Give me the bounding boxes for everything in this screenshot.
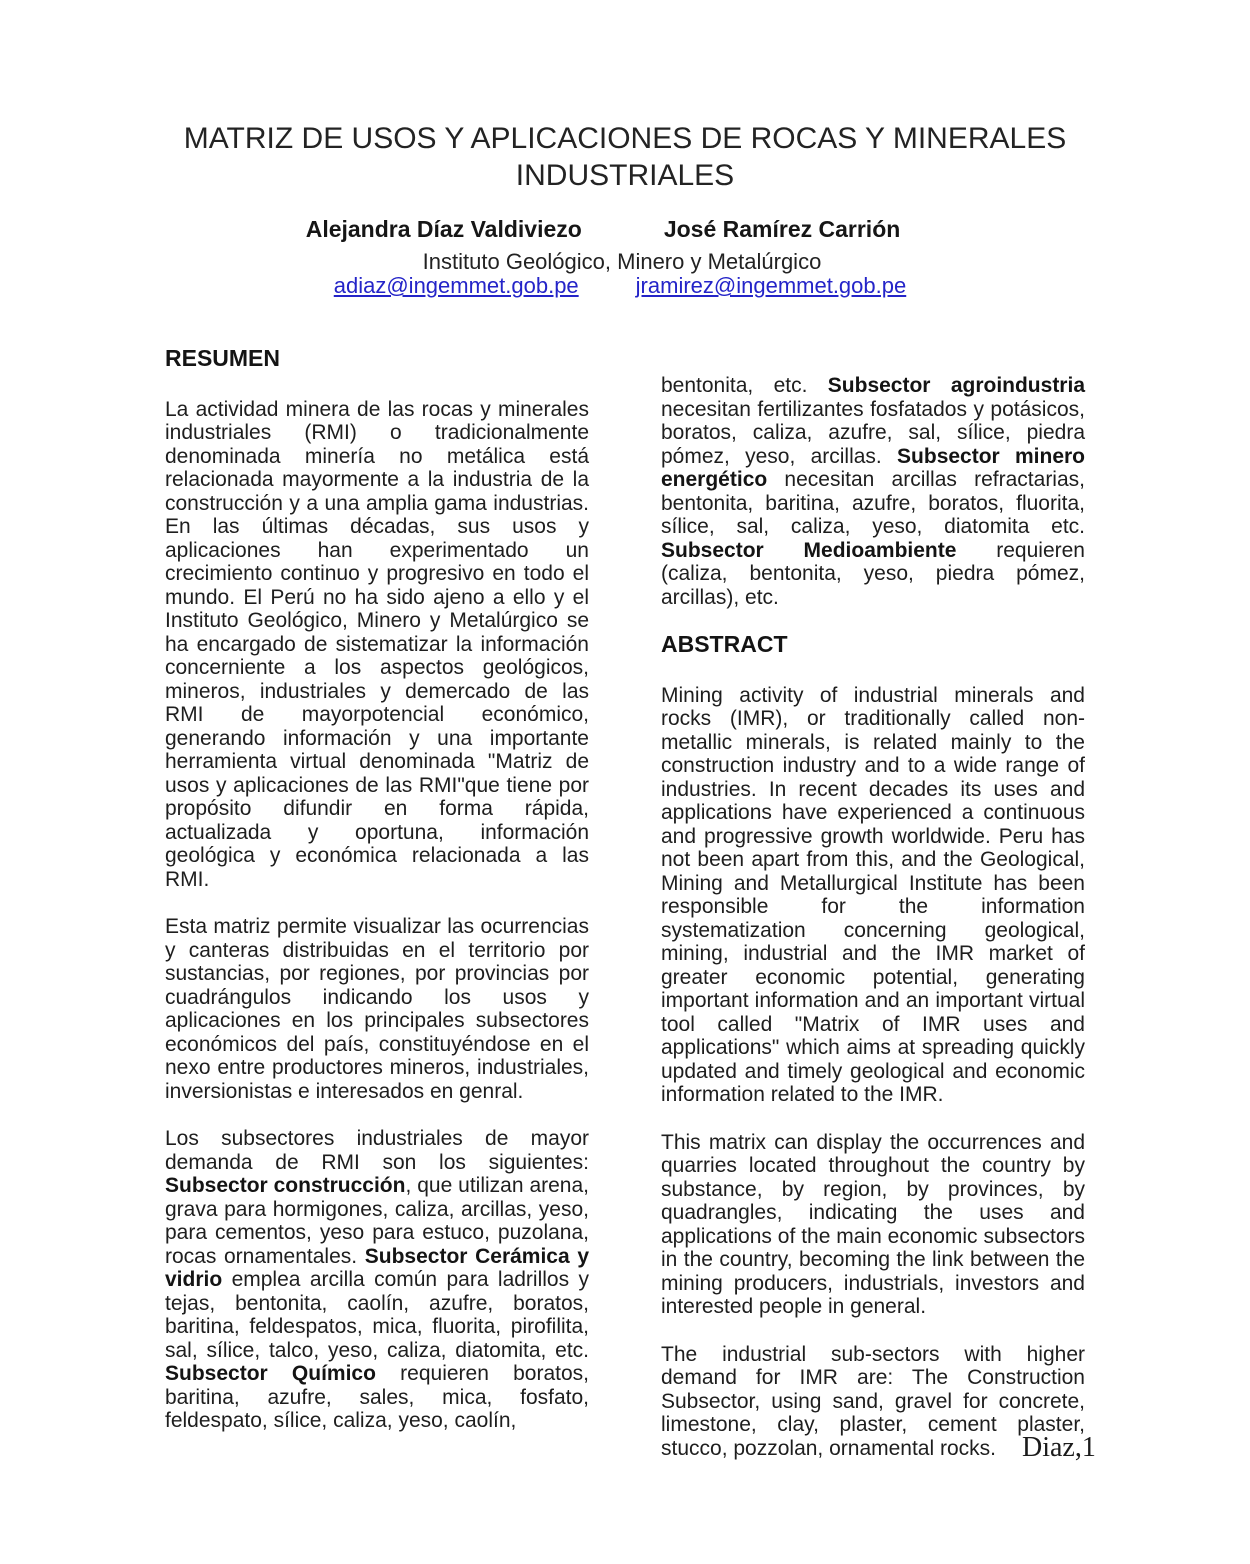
abstract-paragraph-3: The industrial sub-sectors with higher demand for IMR are: The Construction Subsector, using sand, gravel for concrete, limestone, clay, plaster, cement plaster, stucco, pozzolan, ornamental rocks. (661, 1342, 1085, 1460)
author-name-1: Alejandra Díaz Valdiviezo (305, 216, 582, 242)
resumen-paragraph-3: Los subsectores industriales de mayor demanda de RMI son los siguientes: Subsector construcción, que utilizan arena, grava para hormigones, caliza, arcillas, yeso, para cementos, yeso para estuco, puzolana, rocas ornamentales. Subsector Cerámica y vidrio emplea arcilla común para ladrillos y tejas, bentonita, caolín, azufre, boratos, baritina, feldespatos, mica, fluorita, pirofilita, sal, sílice, talco, yeso, caliza, diatomita, etc. Subsector Químico requieren boratos, baritina, azufre, sales, mica, fosfato, feldespato, sílice, caliza, yeso, caolín, (165, 1127, 589, 1432)
resumen-paragraph-4: bentonita, etc. Subsector agroindustria necesitan fertilizantes fosfatados y potásicos, boratos, caliza, azufre, sal, sílice, piedra pómez, yeso, arcillas. Subsector minero energético necesitan arcillas refractarias, bentonita, baritina, azufre, boratos, fluorita, sílice, sal, caliza, yeso, diatomita etc. Subsector Medioambiente requieren (caliza, bentonita, yeso, piedra pómez, arcillas), etc. (661, 374, 1085, 609)
resumen-paragraph-1: La actividad minera de las rocas y minerales industriales (RMI) o tradicionalmente denominada minería no metálica está relacionada mayormente a la industria de la construcción y a una amplia gama industrias. En las últimas décadas, sus usos y aplicaciones han experimentado un crecimiento continuo y progresivo en todo el mundo. El Perú no ha sido ajeno a ello y el Instituto Geológico, Minero y Metalúrgico se ha encargado de sistematizar la información concerniente a los aspectos geológicos, mineros, industriales y demercado de las RMI de mayorpotencial económico, generando información y una importante herramienta virtual denominada "Matriz de usos y aplicaciones de las RMI"que tiene por propósito difundir en forma rápida, actualizada y oportuna, información geológica y económica relacionada a las RMI. (165, 397, 589, 891)
abstract-heading: ABSTRACT (661, 631, 788, 657)
email-link-1[interactable]: adiaz@ingemmet.gob.pe (333, 273, 579, 298)
page-number: Diaz,1 (1022, 1432, 1096, 1463)
abstract-paragraph-2: This matrix can display the occurrences and quarries located throughout the country by substance, by region, by provinces, by quadrangles, indicating the uses and applications of the main economic subsectors in the country, becoming the link between the mining producers, industrials, investors and interested people in general. (661, 1130, 1085, 1318)
resumen-heading: RESUMEN (165, 345, 281, 371)
two-column-body (165, 347, 1085, 1484)
authors-row (0, 216, 1228, 243)
paper-title (0, 120, 1250, 194)
left-column (165, 347, 589, 1484)
resumen-paragraph-2: Esta matriz permite visualizar las ocurrencias y canteras distribuidas en el territorio por sustancias, por regiones, por provincias por cuadrángulos indicando los usos y aplicaciones en los principales subsectores económicos del país, constituyéndose en el nexo entre productores mineros, industriales, inversionistas e interesados en genral. (165, 915, 589, 1103)
author-name-2: José Ramírez Carrión (663, 216, 901, 242)
abstract-paragraph-1: Mining activity of industrial minerals and rocks (IMR), or traditionally called non-metallic minerals, is related mainly to the construction industry and to a wide range of industries. In recent decades its uses and applications have experienced a continuous and progressive growth worldwide. Peru has not been apart from this, and the Geological, Mining and Metallurgical Institute has been responsible for the information systematization concerning geological, mining, industrial and the IMR market of greater economic potential, generating important information and an important virtual tool called "Matrix of IMR uses and applications" which aims at spreading quickly updated and timely geological and economic information related to the IMR. (661, 683, 1085, 1106)
paper-title-line2: INDUSTRIALES (515, 159, 735, 193)
emails-row (0, 273, 1245, 299)
paper-title-line1: MATRIZ DE USOS Y APLICACIONES DE ROCAS Y MINERALES (183, 122, 1067, 156)
affiliation: Instituto Geológico, Minero y Metalúrgico (422, 249, 822, 274)
email-link-2[interactable]: jramirez@ingemmet.gob.pe (635, 273, 907, 298)
right-column (661, 347, 1085, 1484)
